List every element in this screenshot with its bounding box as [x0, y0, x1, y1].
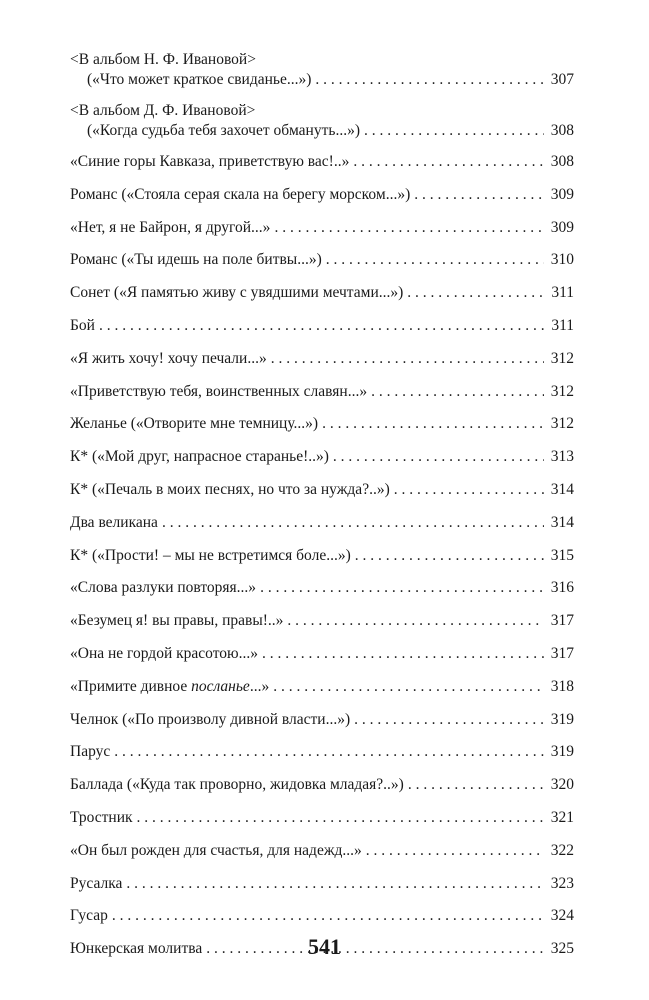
toc-entry-title: Романс («Ты идешь на поле битвы...»): [70, 251, 322, 269]
toc-entry: [70, 185, 574, 205]
toc-entry-page: 323: [550, 874, 574, 892]
toc-entry: [70, 513, 574, 533]
toc-entry: [70, 546, 574, 566]
toc-entry-heading: <В альбом Н. Ф. Ивановой>: [70, 51, 256, 68]
dot-leader: [322, 414, 544, 434]
toc-entry-title: Сонет («Я памятью живу с увядшими мечтами...»): [70, 284, 404, 302]
toc-entry-title: «Безумец я! вы правы, правы!..»: [70, 612, 284, 630]
toc-entry-page: 320: [550, 776, 574, 794]
toc-entry-title: «Нет, я не Байрон, я другой...»: [70, 218, 271, 236]
toc-entry-title: Тростник: [70, 808, 133, 826]
toc-entry-title: («Что может краткое свиданье...»): [87, 71, 312, 88]
toc-entry: [70, 50, 574, 90]
dot-leader: [333, 447, 544, 467]
dot-leader: [287, 611, 544, 631]
toc-entry: [70, 710, 574, 730]
toc-entry: [70, 414, 574, 434]
toc-entry-title: («Когда судьба тебя захочет обмануть...»): [87, 122, 360, 139]
toc-entry-title: «Приветствую тебя, воинственных славян...»: [70, 382, 368, 400]
dot-leader: [407, 283, 544, 303]
toc-entry: [70, 480, 574, 500]
toc-entry-page: 308: [550, 153, 574, 170]
toc-entry-page: 309: [550, 218, 574, 236]
page-number: 541: [308, 934, 341, 959]
toc-entry: [70, 808, 574, 828]
toc-entry-page: 322: [550, 841, 574, 859]
toc-entry: [70, 250, 574, 270]
dot-leader: [394, 480, 544, 500]
toc-entry-title: К* («Мой друг, напрасное старанье!..»): [70, 448, 329, 466]
toc-entry: [70, 382, 574, 402]
dot-leader: [137, 808, 544, 828]
dot-leader: [262, 644, 544, 664]
toc-entry-page: 316: [550, 579, 574, 597]
dot-leader: [315, 70, 544, 90]
toc-entry-page: 321: [550, 808, 574, 826]
toc-entry: [70, 218, 574, 238]
dot-leader: [260, 578, 544, 598]
toc-entry-page: 314: [550, 513, 574, 531]
dot-leader: [126, 874, 544, 894]
dot-leader: [355, 546, 544, 566]
toc-entry-page: 317: [550, 612, 574, 630]
title-text: «Примите дивное: [70, 677, 192, 695]
toc-entry-page: 312: [550, 382, 574, 400]
toc-entry-page: 308: [550, 122, 574, 139]
toc-entry-title: Гусар: [70, 907, 108, 925]
toc-entry-title: Парус: [70, 743, 111, 761]
dot-leader: [353, 152, 544, 172]
toc-entry-page: 324: [550, 907, 574, 925]
toc-entry-page: 319: [550, 743, 574, 761]
toc-entry: [70, 152, 574, 172]
dot-leader: [271, 349, 544, 369]
toc-entry-title: Желанье («Отворите мне темницу...»): [70, 415, 319, 433]
title-italic-word: посланье: [191, 677, 250, 695]
toc-entry: [70, 349, 574, 369]
dot-leader: [162, 513, 544, 533]
dot-leader: [99, 316, 544, 336]
title-text: ...»: [249, 677, 270, 695]
toc-entry-title: [70, 677, 269, 697]
toc-entry: [70, 742, 574, 762]
dot-leader: [114, 742, 544, 762]
toc-entry-page: 319: [550, 710, 574, 728]
toc-entry-page: 314: [550, 480, 574, 498]
toc-entry: [70, 677, 574, 697]
toc-entry-title: Челнок («По произволу дивной власти...»): [70, 710, 351, 728]
dot-leader: [112, 906, 544, 926]
toc-entry: [70, 283, 574, 303]
toc-entry-title: «Он был рожден для счастья, для надежд...»: [70, 841, 362, 859]
toc-entry-title: «Слова разлуки повторяя...»: [70, 579, 257, 597]
toc-entry-title: Русалка: [70, 874, 123, 892]
toc-entry-page: 317: [550, 644, 574, 662]
toc-entry: [70, 611, 574, 631]
toc-entry: [70, 101, 574, 141]
toc-entry: [70, 775, 574, 795]
dot-leader: [371, 382, 544, 402]
dot-leader: [366, 841, 544, 861]
dot-leader: [354, 710, 544, 730]
toc-entry-page: 318: [550, 677, 574, 695]
toc-entry: [70, 447, 574, 467]
toc-entry: [70, 578, 574, 598]
toc-entry-title: Юнкерская молитва: [70, 940, 203, 958]
toc-entry-page: 307: [550, 71, 574, 88]
toc-entry-page: 315: [550, 546, 574, 564]
toc-entry-title: Два великана: [70, 513, 158, 531]
toc-entry-page: 311: [551, 284, 574, 302]
dot-leader: [274, 218, 544, 238]
toc-entry-title: «Синие горы Кавказа, приветствую вас!..»: [70, 153, 350, 170]
toc-entry-title: К* («Печаль в моих песнях, но что за нужда?..»): [70, 480, 390, 498]
toc-entry: [70, 841, 574, 861]
toc-entry-title: «Я жить хочу! хочу печали...»: [70, 349, 267, 367]
dot-leader: [408, 775, 544, 795]
dot-leader: [364, 121, 544, 141]
dot-leader: [326, 250, 544, 270]
toc-entry-title: К* («Прости! – мы не встретимся боле...»): [70, 546, 351, 564]
toc-entry-page: 312: [550, 349, 574, 367]
toc-entry-page: 310: [550, 251, 574, 269]
toc-entry: [70, 316, 574, 336]
dot-leader: [273, 677, 544, 697]
dot-leader: [414, 185, 544, 205]
toc-entry-title: Романс («Стояла серая скала на берегу морском...»): [70, 185, 411, 203]
toc-entry-title: Бой: [70, 316, 95, 334]
toc-entry-page: 312: [550, 415, 574, 433]
toc-entry: [70, 906, 574, 926]
toc-entry-page: 313: [550, 448, 574, 466]
toc-entry-page: 309: [550, 185, 574, 203]
toc-entry-page: 325: [550, 940, 574, 958]
toc-entry: [70, 874, 574, 894]
toc-entry-title: Баллада («Куда так проворно, жидовка младая?..»): [70, 776, 404, 794]
toc-entry-title: «Она не гордой красотою...»: [70, 644, 258, 662]
table-of-contents: [70, 50, 574, 972]
toc-entry: [70, 644, 574, 664]
toc-entry-page: 311: [551, 316, 574, 334]
toc-entry-heading: <В альбом Д. Ф. Ивановой>: [70, 102, 256, 119]
